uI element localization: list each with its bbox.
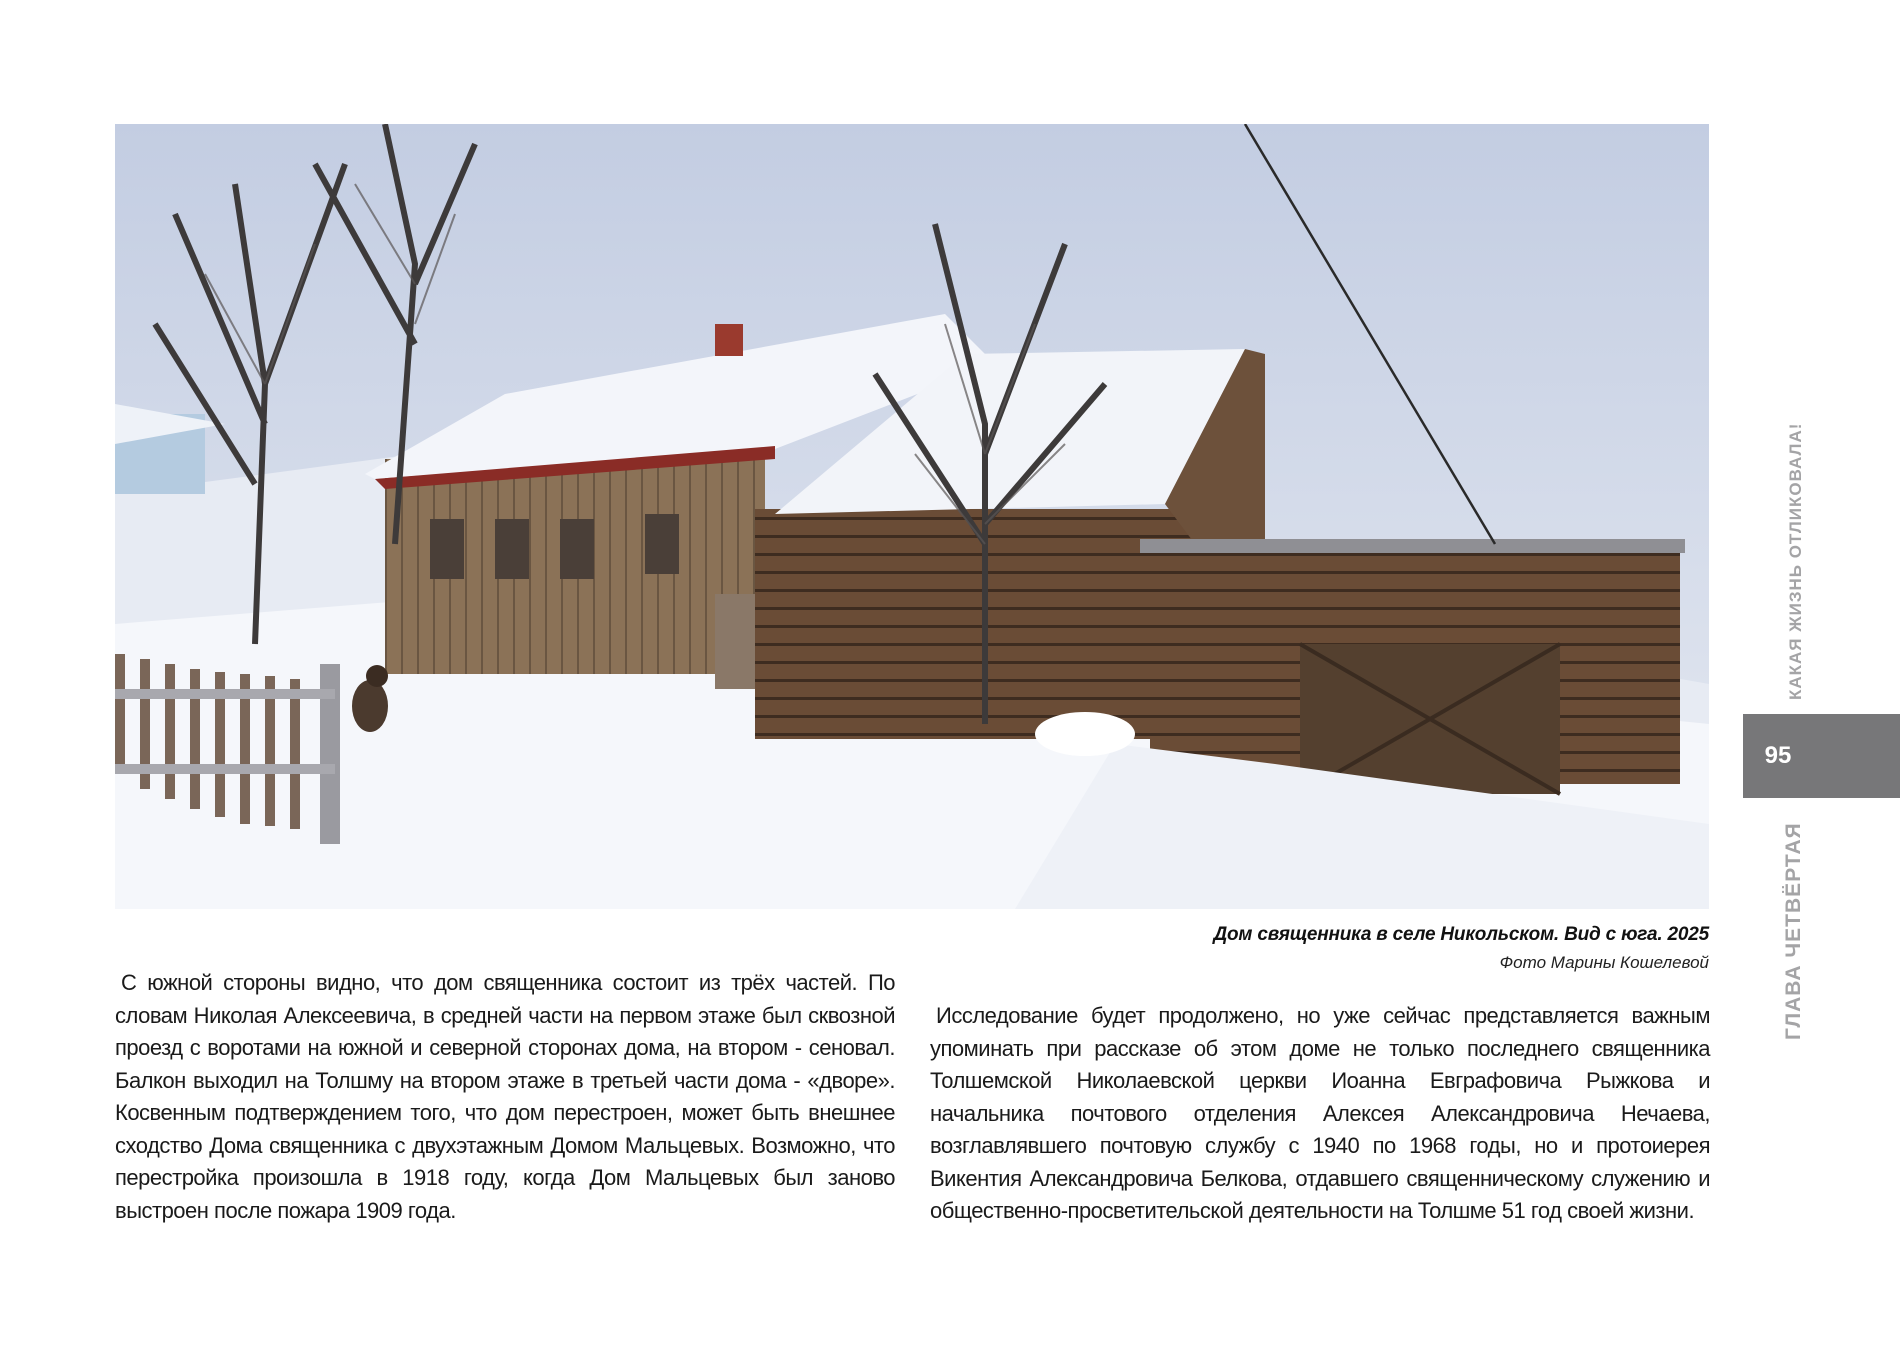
caption-title: Дом священника в селе Никольском. Вид с юга. 2025 (1213, 924, 1709, 945)
running-title: КАКАЯ ЖИЗНЬ ОТЛИКОВАЛА! (1786, 422, 1805, 700)
text-column-left (115, 967, 895, 1227)
photo-illustration (115, 124, 1709, 909)
photo-winter-house (115, 124, 1709, 909)
caption-credit: Фото Марины Кошелевой (1499, 953, 1709, 972)
paragraph-right: Исследование будет продолжено, но уже сейчас представляется важным упоминать при рассказе об этом доме не только последнего священника Толшемской Николаевской церкви Иоанна Евграфовича Рыжкова и начальника почтового отделения Алексея Александровича Нечаева, возглавлявшего почтовую службу с 1940 по 1968 годы, но и протоиерея Викентия Александровича Белкова, отдавшего священническому служению и общественно-просветительской деятельности на Толшме 51 год своей жизни. (930, 1003, 1710, 1223)
chapter-title: ГЛАВА ЧЕТВЁРТАЯ (1782, 822, 1805, 1040)
house-middle-part (755, 509, 1205, 739)
paragraph-left: С южной стороны видно, что дом священника состоит из трёх частей. По словам Николая Алексеевича, в средней части на первом этаже был сквозной проезд с воротами на южной и северной сторонах дома, на втором - сеновал. Балкон выходил на Толшму на втором этаже в третьей части дома - «дворе». Косвенным подтверждением того, что дом перестроен, может быть внешнее сходство Дома священника с двухэтажным Домом Мальцевых. Возможно, что перестройка произошла в 1918 году, когда Дом Мальцевых был заново выстроен после пожара 1909 года. (115, 970, 895, 1223)
page-number: 95 (1764, 742, 1792, 769)
door (715, 594, 755, 689)
text-column-right (930, 1000, 1710, 1228)
chimney (715, 324, 743, 356)
photo-caption (809, 922, 1709, 976)
dog (352, 680, 388, 732)
